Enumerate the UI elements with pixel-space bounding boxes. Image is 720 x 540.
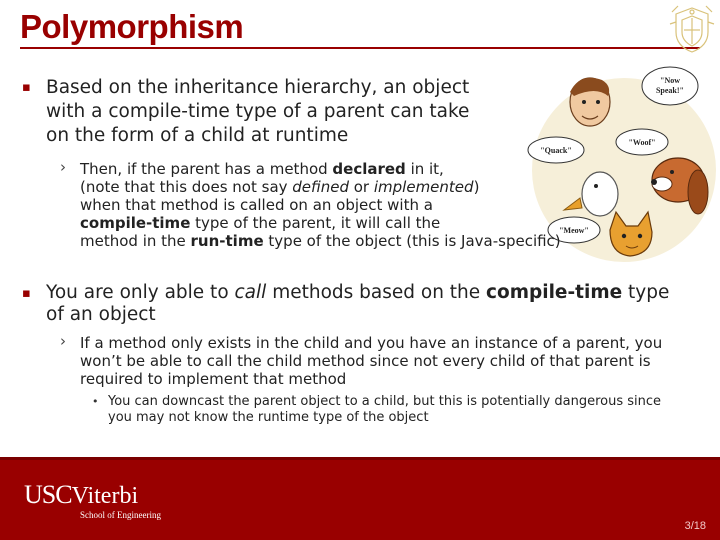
svg-text:"Quack": "Quack" — [540, 146, 572, 155]
svg-text:"Now: "Now — [660, 76, 680, 85]
bullet-2a1-text — [108, 394, 661, 426]
text-fragment: type of the parent, it will call the — [190, 214, 441, 232]
logo-viterbi-text: Viterbi — [71, 483, 139, 509]
text-fragment: You are only able to — [46, 282, 235, 303]
bullet-1a-line-5 — [80, 232, 561, 250]
bullet-2a-text — [80, 334, 662, 388]
usc-viterbi-logo — [24, 480, 138, 510]
bullet-2a-line-3: required to implement that method — [80, 370, 347, 388]
bullet-2-line-2: of an object — [46, 304, 156, 325]
emphasis-compile-time: compile-time — [486, 282, 623, 303]
emphasis-call: call — [234, 282, 267, 303]
text-fragment: Then, if the parent has a method — [80, 160, 333, 178]
bullet-2a-line-1: If a method only exists in the child and you have an instance of a parent, you — [80, 334, 663, 352]
bullet-1-line-1: Based on the inheritance hierarchy, an object — [46, 77, 470, 98]
slide-title: Polymorphism — [20, 8, 244, 45]
text-fragment: method in the — [80, 232, 191, 250]
square-bullet-icon: ▪ — [22, 286, 31, 301]
text-fragment: methods based on the — [266, 282, 487, 303]
logo-usc-text: USC — [24, 480, 72, 509]
chevron-bullet-icon: › — [60, 158, 66, 176]
svg-text:"Meow": "Meow" — [559, 226, 589, 235]
text-fragment: (note that this does not say — [80, 178, 293, 196]
page-number: 3/18 — [684, 520, 706, 532]
bullet-1a-line-2 — [80, 178, 561, 196]
bullet-2a1-line-2: you may not know the runtime type of the object — [108, 410, 429, 425]
svg-text:"Woof": "Woof" — [628, 138, 656, 147]
emphasis-run-time: run-time — [190, 232, 264, 250]
bullet-2-text — [46, 282, 669, 326]
bullet-2a1-line-1: You can downcast the parent object to a child, but this is potentially dangerous since — [108, 394, 662, 409]
text-fragment: type of the object (this is Java-specific) — [263, 232, 561, 250]
logo-subtitle: School of Engineering — [80, 510, 161, 520]
bullet-1a-text — [80, 160, 561, 250]
chevron-bullet-icon: › — [60, 332, 66, 350]
text-fragment: or — [348, 178, 374, 196]
bullet-1a-line-3: when that method is called on an object with a — [80, 196, 433, 214]
emphasis-defined: defined — [292, 178, 349, 196]
bullet-2a-line-2: won’t be able to call the child method since not every child of that parent is — [80, 352, 651, 370]
emphasis-compile-time: compile-time — [80, 214, 191, 232]
bullet-1a-line-1 — [80, 160, 561, 178]
square-bullet-icon: ▪ — [22, 80, 31, 95]
bullet-2-line-1 — [46, 282, 669, 304]
dot-bullet-icon: • — [92, 395, 99, 408]
emphasis-implemented: implemented — [373, 178, 474, 196]
text-fragment: ) — [473, 178, 480, 196]
bullet-1a-line-4 — [80, 214, 561, 232]
emphasis-declared: declared — [332, 160, 406, 178]
text-fragment: type — [622, 282, 670, 303]
text-fragment: in it, — [405, 160, 444, 178]
bullet-1-line-2: with a compile-time type of a parent can take — [46, 101, 470, 122]
svg-text:Speak!": Speak!" — [655, 86, 685, 95]
bullet-1-line-3: on the form of a child at runtime — [46, 125, 349, 146]
bullet-1-text — [46, 76, 469, 148]
